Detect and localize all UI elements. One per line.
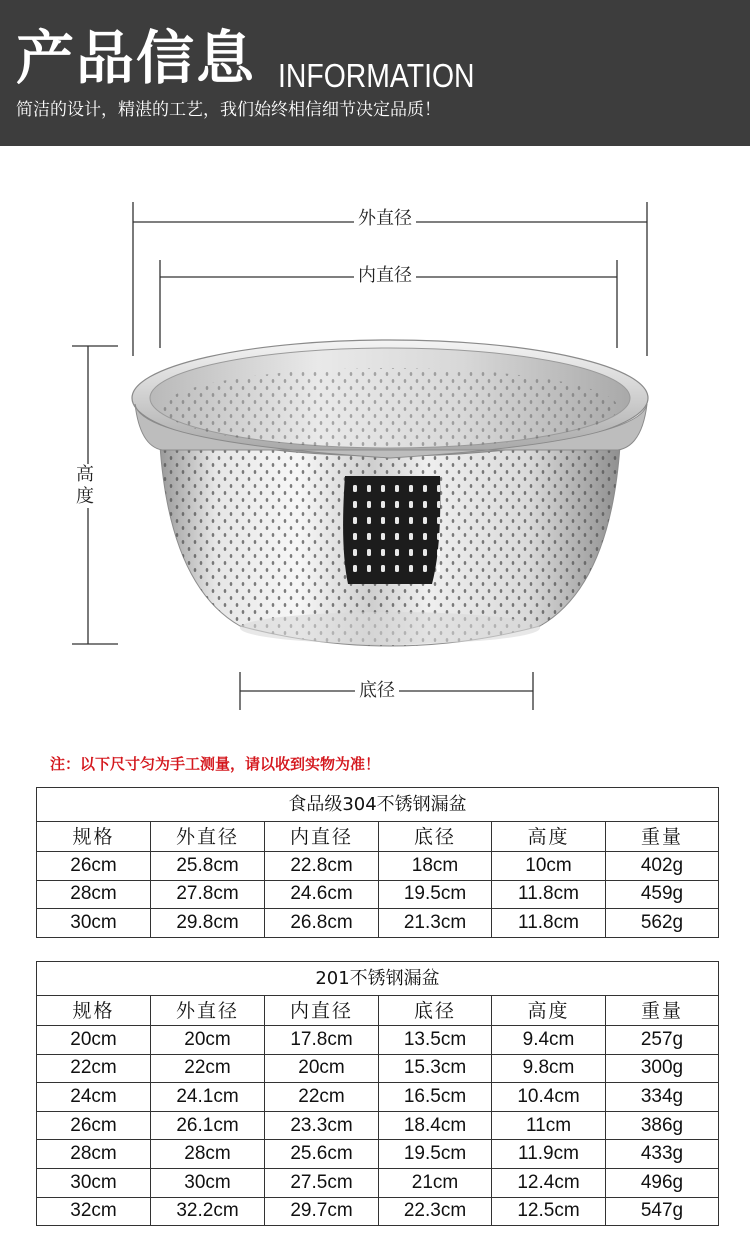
table-cell: 11.8cm (492, 880, 606, 909)
column-header: 外直径 (151, 822, 265, 852)
table-cell: 21cm (379, 1168, 492, 1197)
table-cell: 27.5cm (265, 1168, 379, 1197)
table-cell: 334g (606, 1083, 719, 1112)
table-cell: 24.6cm (265, 880, 379, 909)
column-header: 重量 (606, 996, 719, 1026)
table-cell: 547g (606, 1197, 719, 1226)
outer-diameter-label: 外直径 (354, 208, 416, 230)
table-cell: 30cm (151, 1168, 265, 1197)
table-cell: 28cm (37, 880, 151, 909)
column-header: 高度 (492, 996, 606, 1026)
column-header: 内直径 (265, 996, 379, 1026)
table-cell: 18cm (379, 852, 492, 881)
table-cell: 11.9cm (492, 1140, 606, 1169)
table-cell: 496g (606, 1168, 719, 1197)
column-header: 高度 (492, 822, 606, 852)
table-cell: 20cm (151, 1026, 265, 1055)
table-cell: 15.3cm (379, 1054, 492, 1083)
table-cell: 22cm (265, 1083, 379, 1112)
table-cell: 9.4cm (492, 1026, 606, 1055)
table-cell: 24cm (37, 1083, 151, 1112)
table-cell: 300g (606, 1054, 719, 1083)
table-cell: 22cm (37, 1054, 151, 1083)
product-diagram (0, 146, 750, 740)
table-cell: 20cm (37, 1026, 151, 1055)
table-cell: 21.3cm (379, 909, 492, 938)
table-row (37, 1197, 719, 1226)
page-title-english: INFORMATION (278, 57, 475, 94)
table-cell: 26cm (37, 852, 151, 881)
table-caption: 食品级304不锈钢漏盆 (37, 788, 719, 822)
table-row (37, 880, 719, 909)
table-cell: 30cm (37, 909, 151, 938)
table-cell: 12.4cm (492, 1168, 606, 1197)
height-label-top: 高 (76, 464, 94, 485)
table-cell: 27.8cm (151, 880, 265, 909)
table-cell: 459g (606, 880, 719, 909)
table-cell: 26.1cm (151, 1111, 265, 1140)
column-header: 外直径 (151, 996, 265, 1026)
table-cell: 20cm (265, 1054, 379, 1083)
table-cell: 22.8cm (265, 852, 379, 881)
table-cell: 22cm (151, 1054, 265, 1083)
table-cell: 28cm (151, 1140, 265, 1169)
table-cell: 30cm (37, 1168, 151, 1197)
table-cell: 28cm (37, 1140, 151, 1169)
table-cell: 11cm (492, 1111, 606, 1140)
base-diameter-label: 底径 (355, 680, 399, 702)
table-cell: 10.4cm (492, 1083, 606, 1112)
spec-table-201 (36, 961, 719, 1226)
table-cell: 17.8cm (265, 1026, 379, 1055)
page-subtitle: 简洁的设计，精湛的工艺，我们始终相信细节决定品质！ (16, 100, 441, 120)
table-cell: 13.5cm (379, 1026, 492, 1055)
inner-diameter-label: 内直径 (354, 265, 416, 287)
table-row (37, 1111, 719, 1140)
table-cell: 32.2cm (151, 1197, 265, 1226)
table-cell: 257g (606, 1026, 719, 1055)
column-header: 内直径 (265, 822, 379, 852)
column-header: 规格 (37, 822, 151, 852)
table-cell: 26.8cm (265, 909, 379, 938)
column-header: 重量 (606, 822, 719, 852)
table-cell: 433g (606, 1140, 719, 1169)
table-cell: 23.3cm (265, 1111, 379, 1140)
colander-illustration (0, 146, 750, 740)
table-row (37, 1026, 719, 1055)
table-cell: 386g (606, 1111, 719, 1140)
table-caption: 201不锈钢漏盆 (37, 962, 719, 996)
table-cell: 12.5cm (492, 1197, 606, 1226)
table-cell: 19.5cm (379, 880, 492, 909)
table-cell: 26cm (37, 1111, 151, 1140)
table-cell: 25.8cm (151, 852, 265, 881)
table-cell: 402g (606, 852, 719, 881)
header-banner (0, 0, 750, 146)
table-caption-row (37, 962, 719, 996)
measurement-note: 注：以下尺寸匀为手工测量，请以收到实物为准！ (50, 755, 381, 773)
page-title: 产品信息 (16, 24, 257, 92)
table-row (37, 852, 719, 881)
table-cell: 29.8cm (151, 909, 265, 938)
table-cell: 18.4cm (379, 1111, 492, 1140)
table-row (37, 1054, 719, 1083)
table-row (37, 1083, 719, 1112)
table-cell: 29.7cm (265, 1197, 379, 1226)
table-row (37, 909, 719, 938)
table-row (37, 1168, 719, 1197)
table-header-row (37, 996, 719, 1026)
table-cell: 11.8cm (492, 909, 606, 938)
colander-rim (132, 340, 648, 458)
table-cell: 24.1cm (151, 1083, 265, 1112)
table-header-row (37, 822, 719, 852)
table-caption-row (37, 788, 719, 822)
height-label-bottom: 度 (76, 486, 94, 507)
table-cell: 10cm (492, 852, 606, 881)
column-header: 规格 (37, 996, 151, 1026)
colander-body (150, 446, 630, 656)
table-cell: 25.6cm (265, 1140, 379, 1169)
table-row (37, 1140, 719, 1169)
table-cell: 16.5cm (379, 1083, 492, 1112)
column-header: 底径 (379, 996, 492, 1026)
table-cell: 562g (606, 909, 719, 938)
table-cell: 22.3cm (379, 1197, 492, 1226)
table-cell: 19.5cm (379, 1140, 492, 1169)
column-header: 底径 (379, 822, 492, 852)
table-cell: 9.8cm (492, 1054, 606, 1083)
table-cell: 32cm (37, 1197, 151, 1226)
spec-table-304 (36, 787, 719, 938)
